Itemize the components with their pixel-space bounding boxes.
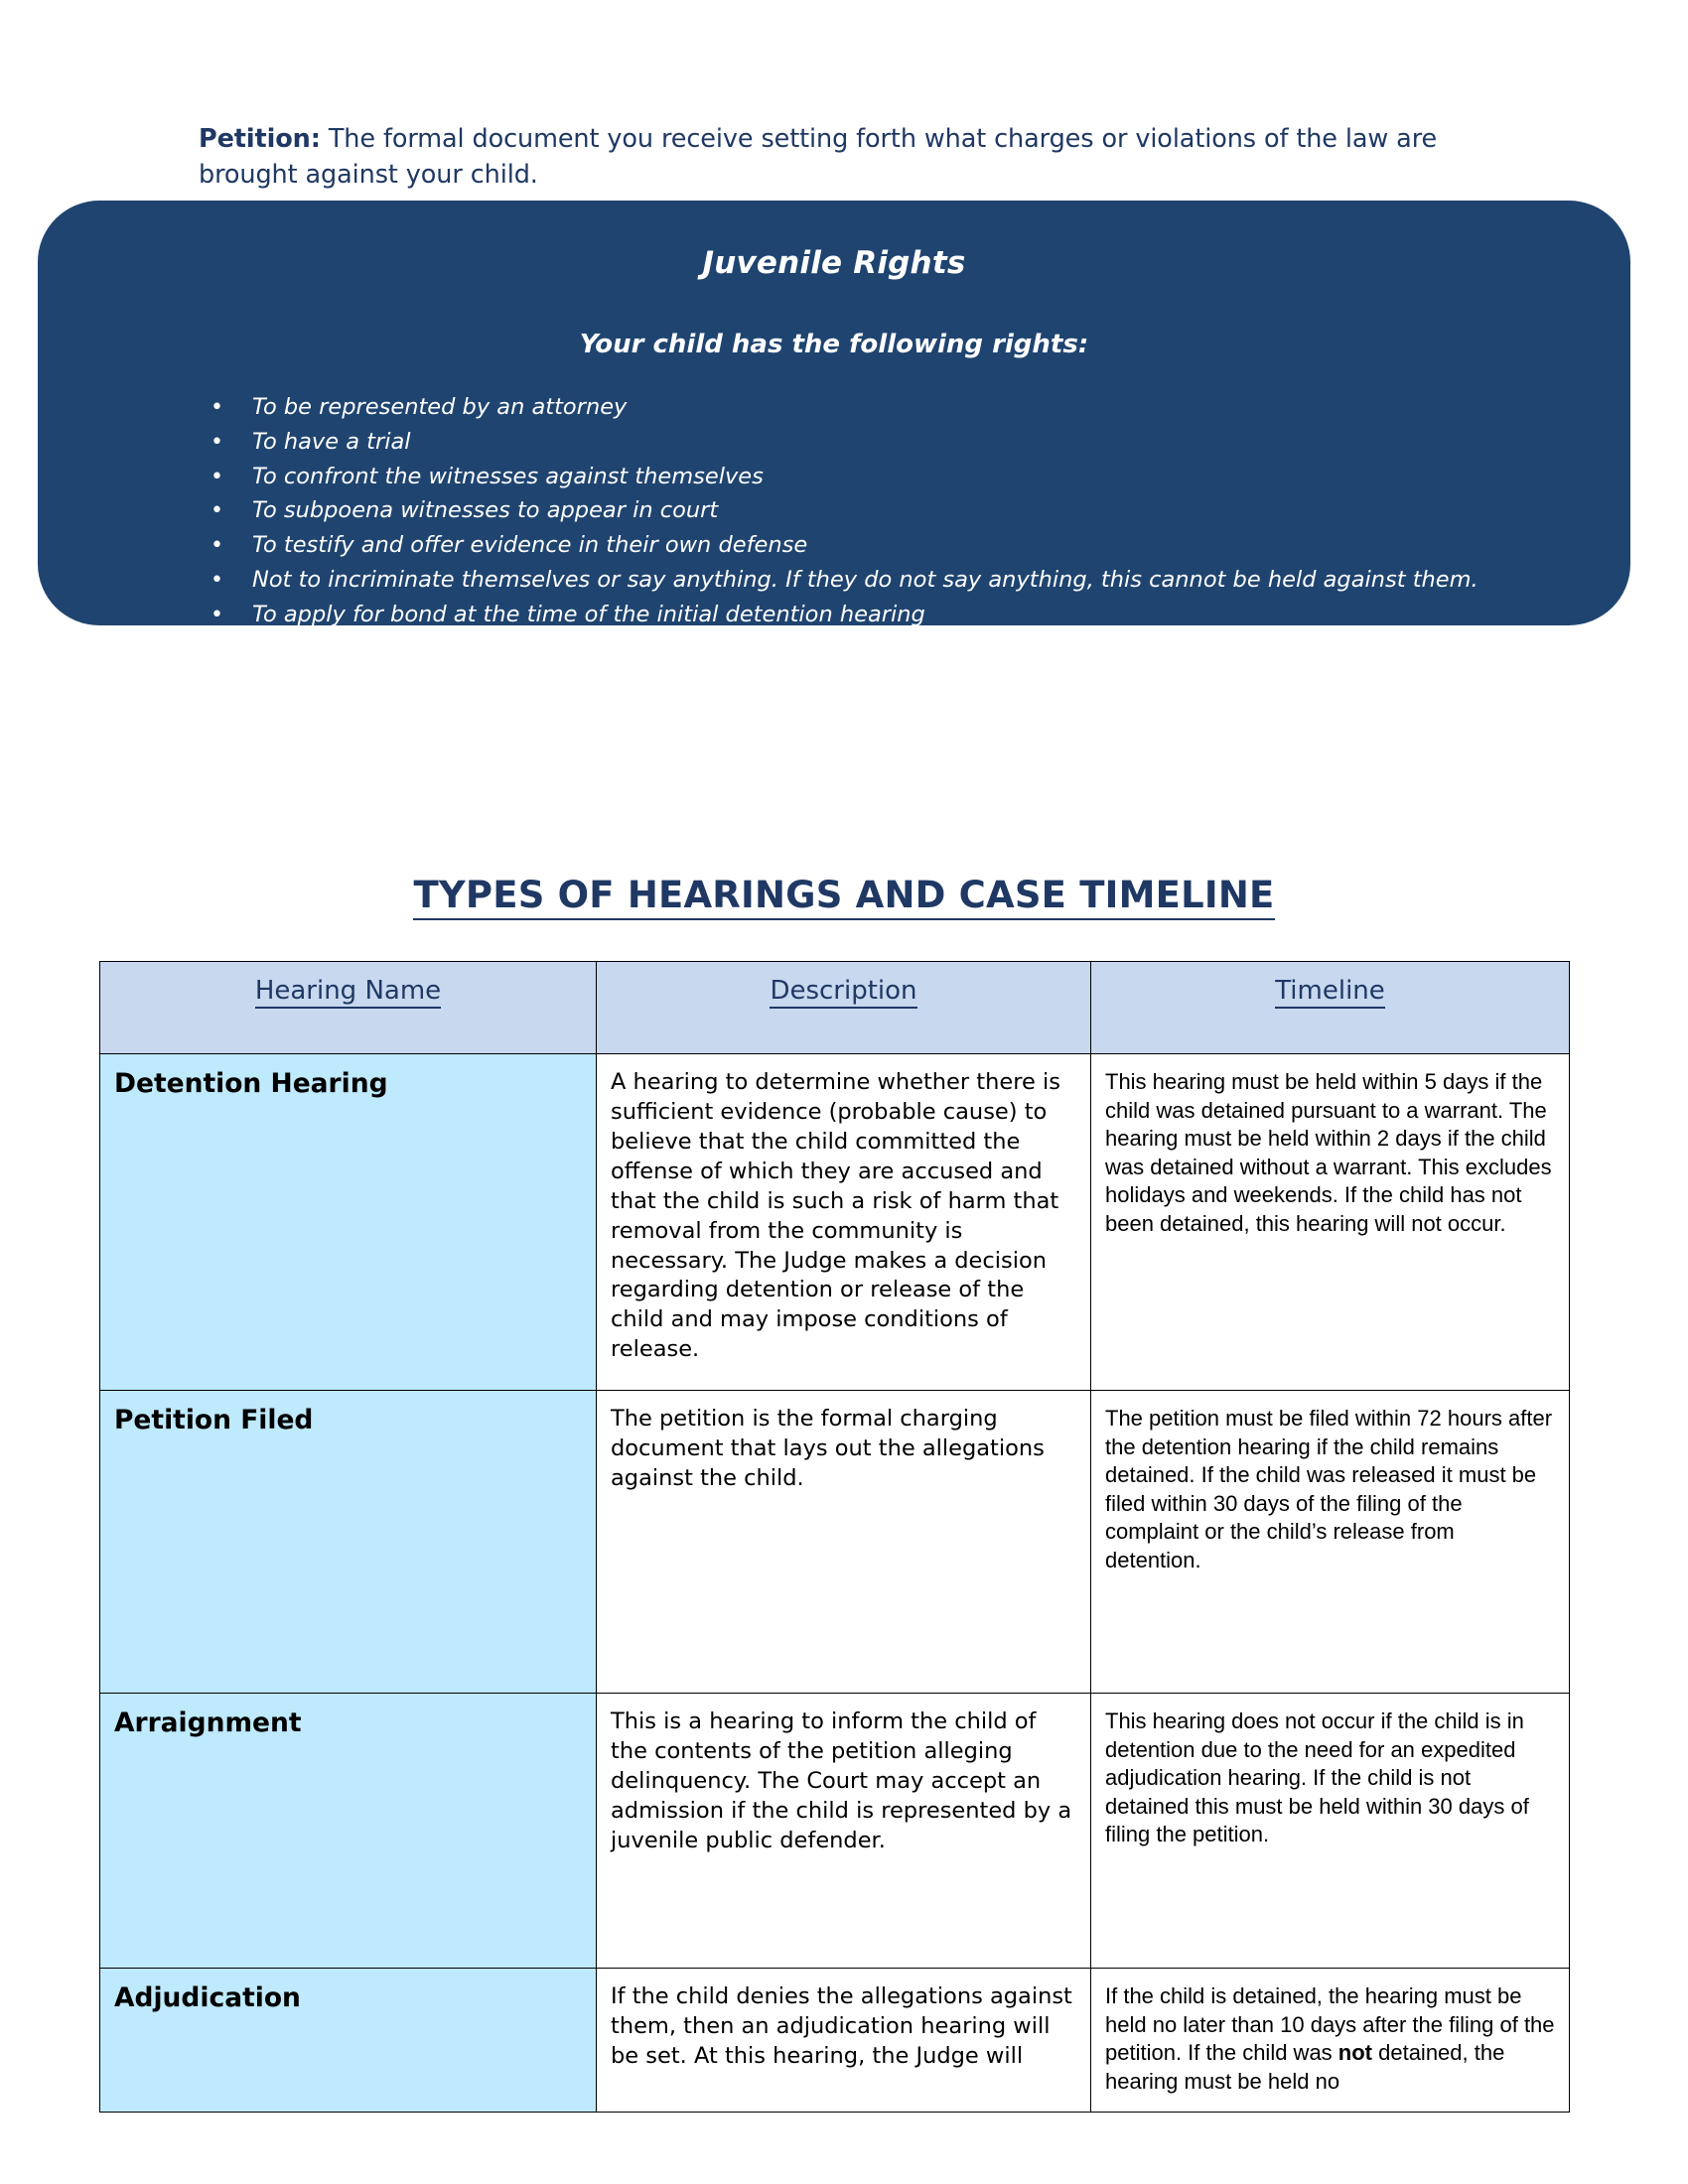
column-header-label: Hearing Name [255,976,441,1009]
list-item-label: To have a trial [252,428,411,455]
timeline-text-cont: detained, the hearing must be held no [1105,2040,1505,2094]
timeline-text: If the child is detained, the hearing must be held no later than 10 days after the filing of the petition. If the child was [1105,1983,1555,2066]
list-item [205,632,1595,666]
list-item [205,564,1595,598]
column-header-label: Description [770,976,916,1009]
list-item-label: To be represented by an attorney [252,394,628,420]
list-item [205,599,1595,632]
bullet-icon: • [211,395,223,420]
table-row [100,1694,1570,1969]
column-header-description [597,962,1091,1054]
juvenile-rights-list [205,391,1595,667]
table-row [100,1391,1570,1694]
hearing-name-cell: Petition Filed [100,1391,597,1694]
bullet-icon: • [211,498,223,524]
hearing-timeline-cell [1091,1969,1570,2113]
hearing-description-cell: A hearing to determine whether there is sufficient evidence (probable cause) to believe that the child committed the offense of which they are accused and that the child is such a risk of harm that removal from the community is necessary. The Judge makes a decision regarding detention or release of the child and may impose conditions of release. [597,1054,1091,1391]
timeline-text: This hearing does not occur if the child is in detention due to the need for an expedited adjudication hearing. If the child is not detained this must be held within 30 days of filing the petition. [1105,1708,1529,1847]
timeline-emphasis: not [1337,2040,1372,2066]
list-item [205,529,1595,563]
hearing-description-cell: If the child denies the allegations against them, then an adjudication hearing will be set. At this hearing, the Judge will [597,1969,1091,2113]
hearing-description-cell: This is a hearing to inform the child of the contents of the petition alleging delinquency. The Court may accept an admission if the child is represented by a juvenile public defender. [597,1694,1091,1969]
list-item [205,391,1595,425]
list-item [205,426,1595,460]
list-item-label: To confront the witnesses against themselves [252,463,764,489]
juvenile-rights-title: Juvenile Rights [702,245,966,281]
bullet-icon: • [211,429,223,455]
juvenile-rights-card [38,201,1630,662]
bullet-icon: • [211,636,223,662]
bullet-icon: • [211,464,223,489]
list-item [205,461,1595,494]
petition-definition-paragraph [199,121,1509,194]
timeline-text: This hearing must be held within 5 days if the child was detained pursuant to a warrant. The hearing must be held within 2 days if the child was detained without a warrant. This excludes holidays and weekends. If the child has not been detained, this hearing will not occur. [1105,1069,1552,1236]
list-item-label: To subpoena witnesses to appear in court [252,497,719,524]
hearing-timeline-cell [1091,1054,1570,1391]
timeline-text: The petition must be filed within 72 hours after the detention hearing if the child remains detained. If the child was released it must be filed within 30 days of the filing of the complaint or the child’s release from detention. [1105,1406,1553,1572]
list-item-label: To file appeal [252,635,401,662]
section-heading-label: TYPES OF HEARINGS AND CASE TIMELINE [413,874,1274,920]
hearing-timeline-cell [1091,1391,1570,1694]
list-item-label: To testify and offer evidence in their own defense [252,532,808,558]
hearing-description-cell: The petition is the formal charging document that lays out the allegations against the child. [597,1391,1091,1694]
section-heading [0,874,1688,916]
petition-definition-text: The formal document you receive setting forth what charges or violations of the law are brought against your child. [199,123,1438,190]
list-item [205,494,1595,528]
column-header-timeline [1091,962,1570,1054]
hearing-timeline-cell [1091,1694,1570,1969]
hearing-name-cell: Adjudication [100,1969,597,2113]
juvenile-rights-subtitle: Your child has the following rights: [579,330,1089,359]
column-header-label: Timeline [1275,976,1385,1009]
column-header-hearing-name [100,962,597,1054]
bullet-icon: • [211,567,223,593]
hearing-name-cell: Detention Hearing [100,1054,597,1391]
list-item-label: To apply for bond at the time of the initial detention hearing [252,601,925,627]
hearings-and-timeline-table [99,961,1570,2113]
bullet-icon: • [211,602,223,627]
table-header-row [100,962,1570,1054]
table-row [100,1054,1570,1391]
list-item-label: Not to incriminate themselves or say anything. If they do not say anything, this cannot be held against them. [252,566,1478,593]
bullet-icon: • [211,533,223,558]
petition-term-label: Petition: [199,123,321,154]
table-row [100,1969,1570,2113]
hearing-name-cell: Arraignment [100,1694,597,1969]
